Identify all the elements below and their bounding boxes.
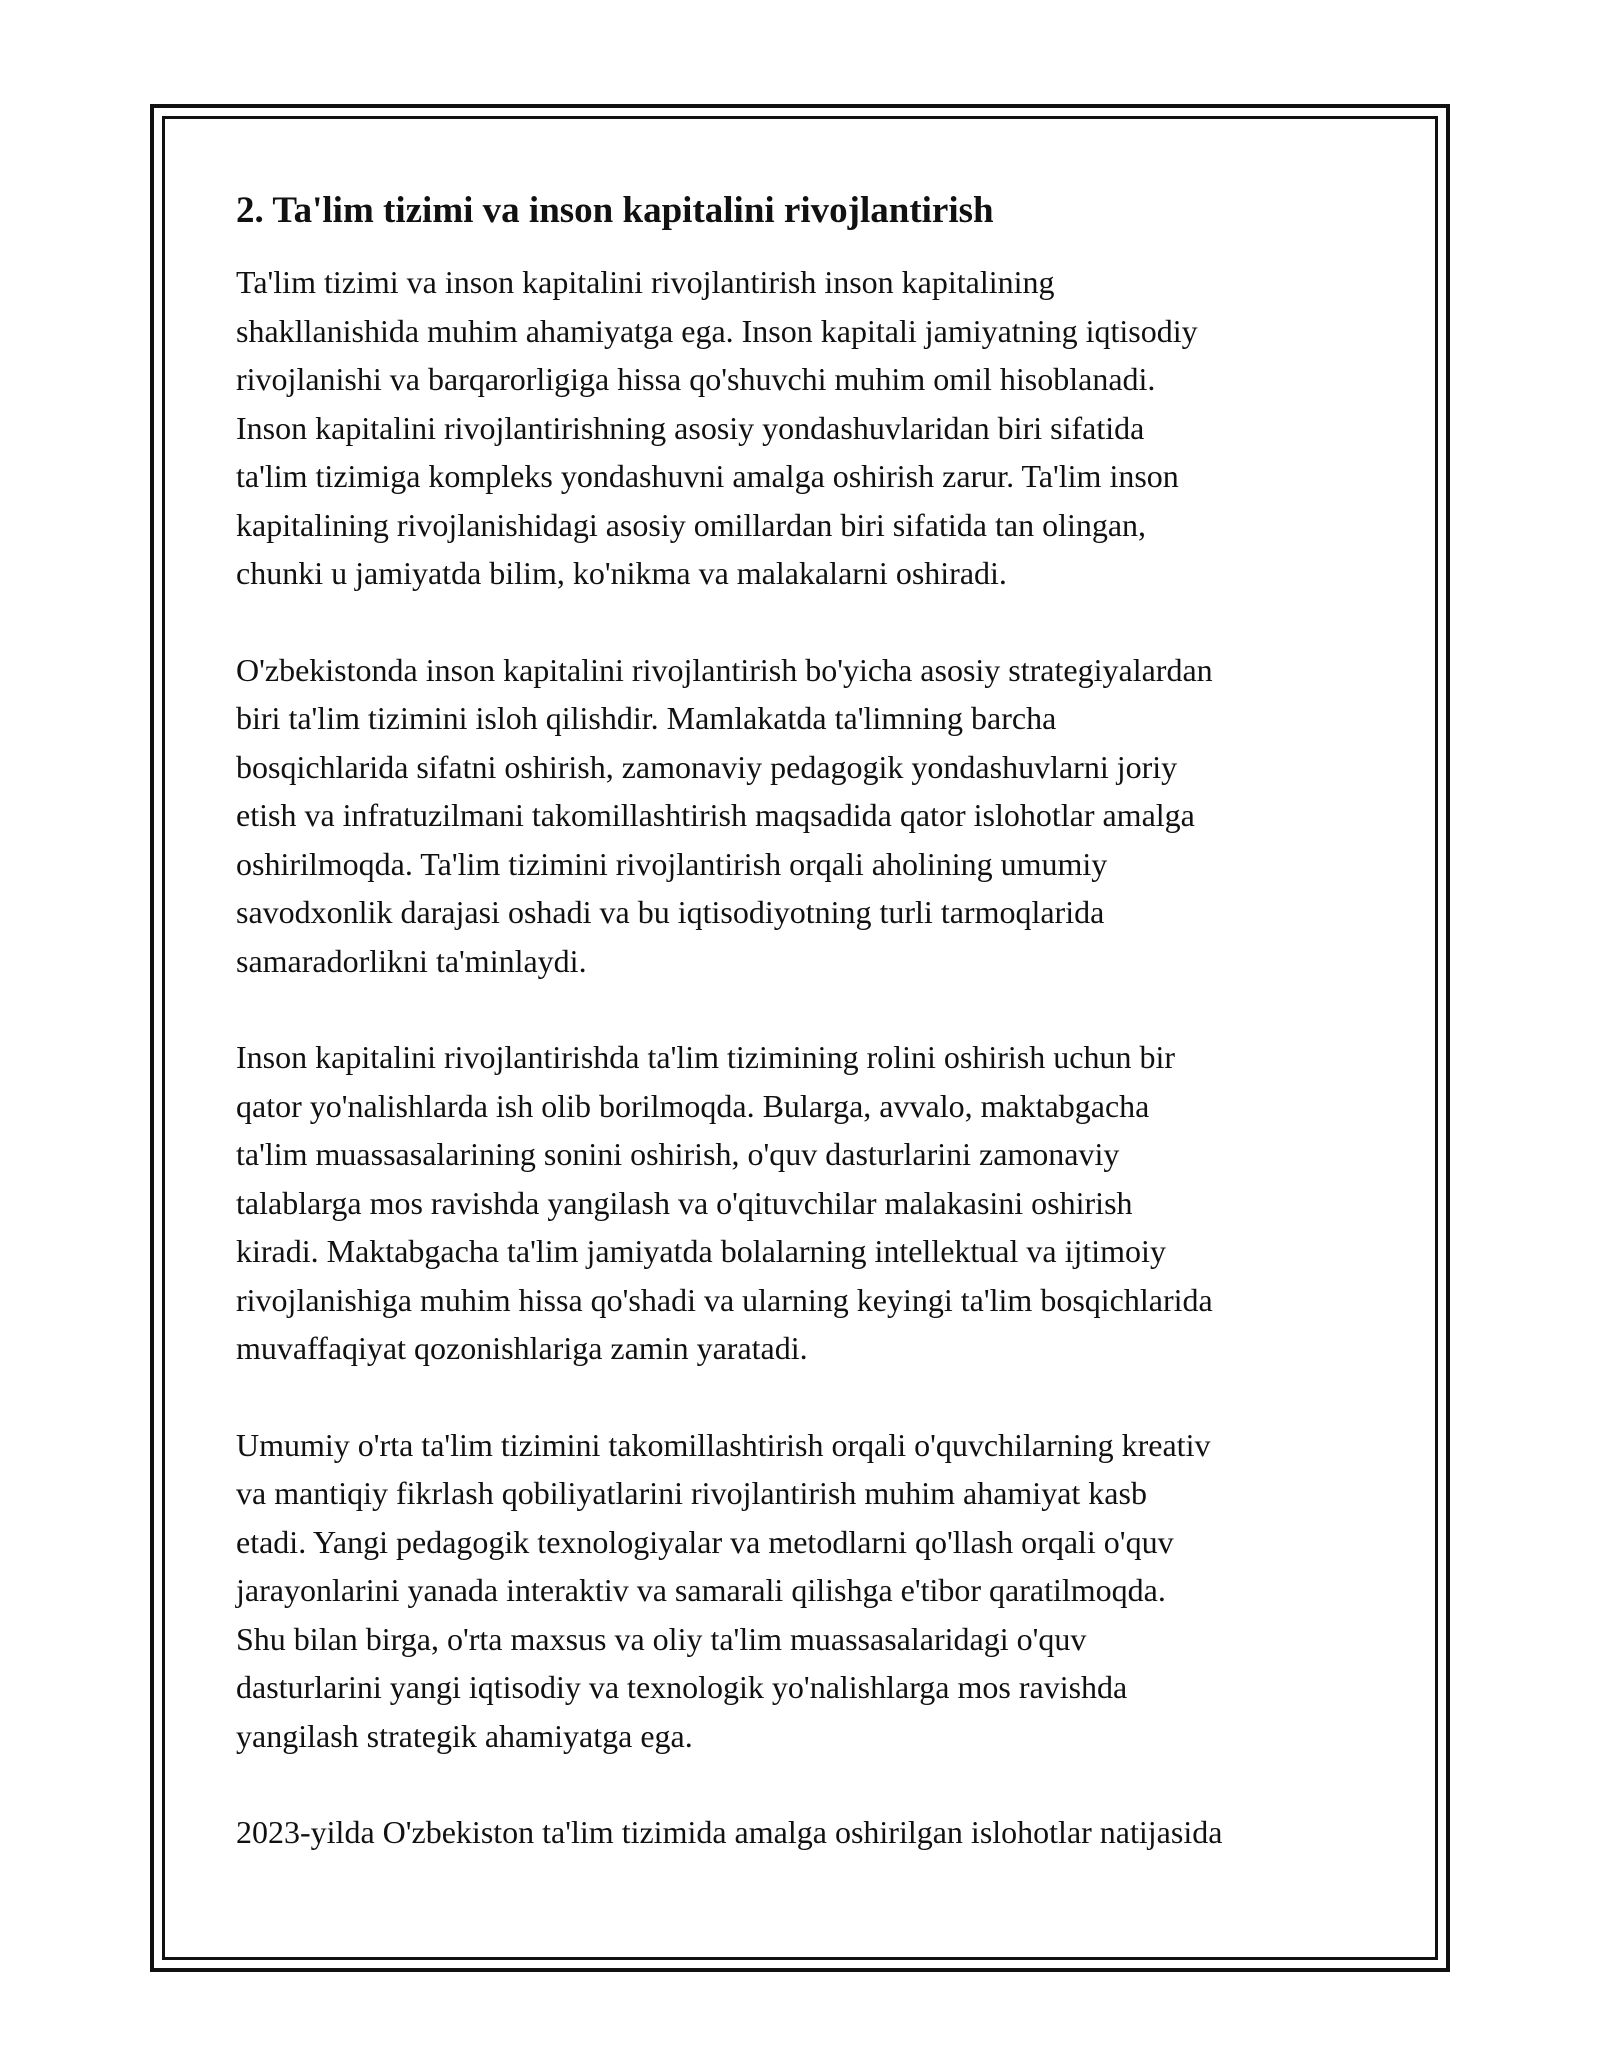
text-line: bosqichlarida sifatni oshirish, zamonaviy pedagogik yondashuvlarni joriy	[236, 748, 1178, 785]
text-line: ta'lim muassasalarining sonini oshirish, o'quv dasturlarini zamonaviy	[236, 1136, 1120, 1172]
text-line: oshirilmoqda. Ta'lim tizimini rivojlantirish orqali aholining umumiy	[236, 845, 1108, 882]
text-line: muvaffaqiyat qozonishlariga zamin yaratadi.	[236, 1330, 808, 1366]
text-line: 2023-yilda O'zbekiston ta'lim tizimida amalga oshirilgan islohotlar natijasida	[236, 1814, 1223, 1850]
paragraph-4	[236, 1421, 1386, 1761]
text-line: kiradi. Maktabgacha ta'lim jamiyatda bolalarning intellektual va ijtimoiy	[236, 1233, 1166, 1269]
text-line: ta'lim tizimiga kompleks yondashuvni amalga oshirish zarur. Ta'lim inson	[236, 458, 1179, 494]
paragraph-1	[236, 258, 1386, 598]
text-line: shakllanishida muhim ahamiyatga ega. Inson kapitali jamiyatning iqtisodiy	[236, 312, 1198, 349]
text-line: O'zbekistonda inson kapitalini rivojlantirish bo'yicha asosiy strategiyalardan	[236, 651, 1213, 688]
text-line: Umumiy o'rta ta'lim tizimini takomillashtirish orqali o'quvchilarning kreativ	[236, 1426, 1211, 1463]
text-line: talablarga mos ravishda yangilash va o'qituvchilar malakasini oshirish	[236, 1184, 1133, 1221]
text-line: yangilash strategik ahamiyatga ega.	[236, 1717, 693, 1754]
text-line: biri ta'lim tizimini isloh qilishdir. Mamlakatda ta'limning barcha	[236, 700, 1057, 736]
text-line: samaradorlikni ta'minlaydi.	[236, 942, 587, 979]
paragraph-5	[236, 1808, 1386, 1857]
text-line: Inson kapitalini rivojlantirishning asosiy yondashuvlaridan biri sifatida	[236, 409, 1145, 446]
text-line: Ta'lim tizimi va inson kapitalini rivojlantirish inson kapitalining	[236, 264, 1055, 300]
section-heading: 2. Ta'lim tizimi va inson kapitalini rivojlantirish	[236, 190, 994, 231]
paragraph-2	[236, 646, 1386, 986]
paragraph-3	[236, 1033, 1386, 1373]
text-line: chunki u jamiyatda bilim, ko'nikma va malakalarni oshiradi.	[236, 555, 1007, 591]
text-line: qator yo'nalishlarda ish olib borilmoqda. Bularga, avvalo, maktabgacha	[236, 1087, 1150, 1124]
text-line: dasturlarini yangi iqtisodiy va texnologik yo'nalishlarga mos ravishda	[236, 1669, 1128, 1705]
text-line: etadi. Yangi pedagogik texnologiyalar va metodlarni qo'llash orqali o'quv	[236, 1523, 1174, 1560]
document-body	[236, 186, 1386, 1905]
text-line: etish va infratuzilmani takomillashtirish maqsadida qator islohotlar amalga	[236, 797, 1195, 833]
text-line: rivojlanishiga muhim hissa qo'shadi va ularning keyingi ta'lim bosqichlarida	[236, 1281, 1213, 1318]
text-line: va mantiqiy fikrlash qobiliyatlarini rivojlantirish muhim ahamiyat kasb	[236, 1475, 1147, 1511]
text-line: Inson kapitalini rivojlantirishda ta'lim tizimining rolini oshirish uchun bir	[236, 1039, 1175, 1075]
text-line: kapitalining rivojlanishidagi asosiy omillardan biri sifatida tan olingan,	[236, 506, 1147, 543]
text-line: jarayonlarini yanada interaktiv va samarali qilishga e'tibor qaratilmoqda.	[236, 1572, 1166, 1608]
text-line: savodxonlik darajasi oshadi va bu iqtisodiyotning turli tarmoqlarida	[236, 894, 1105, 930]
text-line: rivojlanishi va barqarorligiga hissa qo'shuvchi muhim omil hisoblanadi.	[236, 361, 1156, 397]
text-line: Shu bilan birga, o'rta maxsus va oliy ta'lim muassasalaridagi o'quv	[236, 1620, 1087, 1657]
